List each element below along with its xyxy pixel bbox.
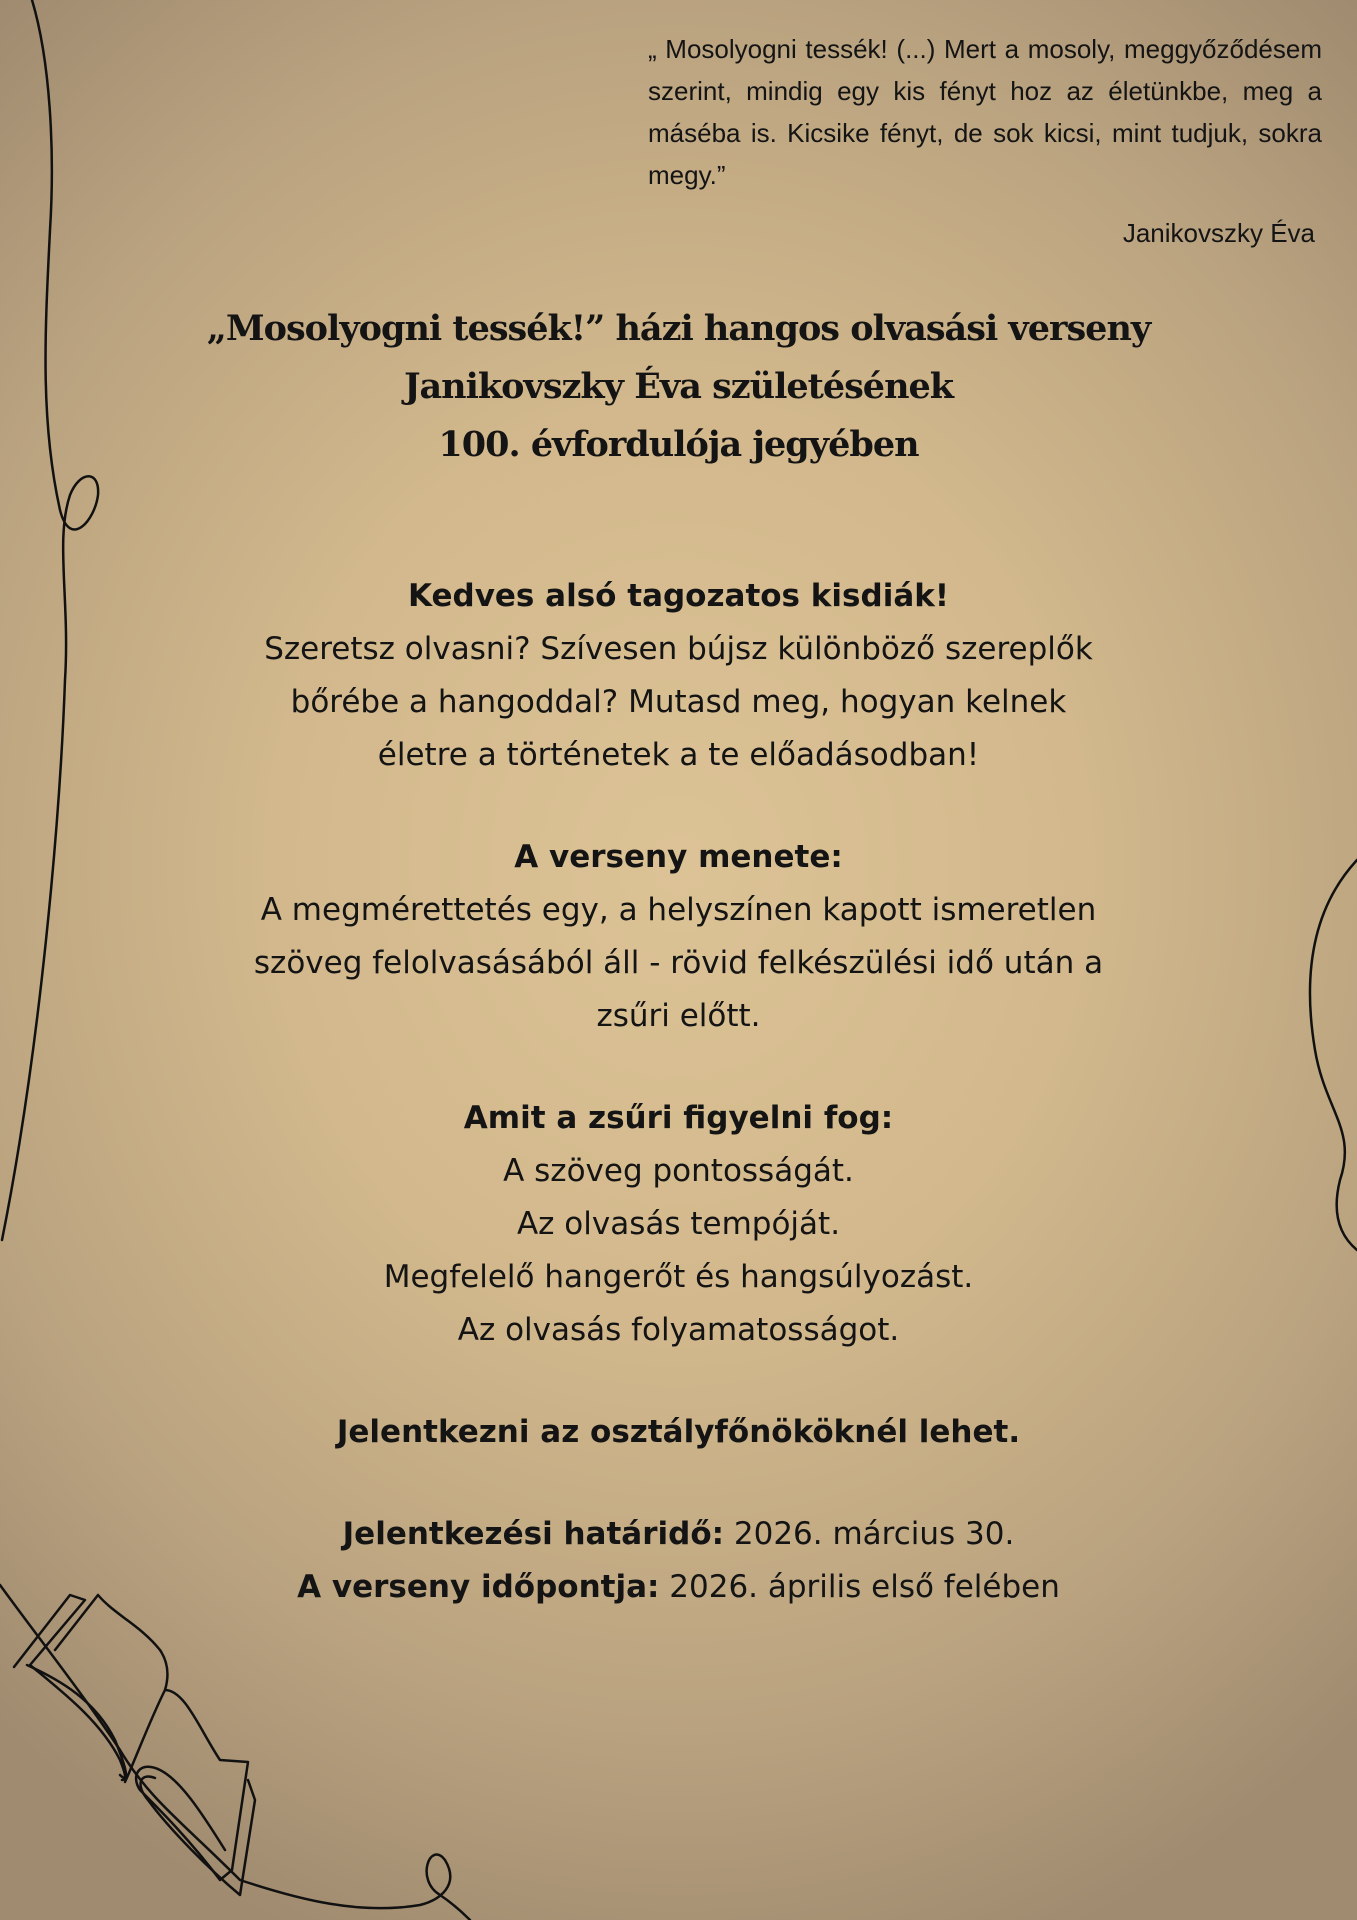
criteria-item: Az olvasás tempóját. xyxy=(516,1206,841,1242)
date-value: 2026. április első felében xyxy=(659,1569,1060,1605)
quote-text: „ Mosolyogni tessék! (...) Mert a mosoly, meggyőződésem szerint, mindig egy kis fényt hoz az életünkbe, meg a máséba is. Kicsike fényt, de sok kicsi, mint tudjuk, sokra megy.” xyxy=(648,34,1322,190)
date-label: A verseny időpontja: xyxy=(297,1569,660,1605)
intro-line: Szeretsz olvasni? Szívesen bújsz különböző szereplők xyxy=(264,631,1093,667)
criteria-heading: Amit a zsűri figyelni fog: xyxy=(463,1100,894,1136)
title-line-1: „Mosolyogni tessék!” házi hangos olvasási verseny xyxy=(206,308,1151,349)
title-line-3: 100. évfordulója jegyében xyxy=(438,424,919,465)
criteria-item: A szöveg pontosságát. xyxy=(503,1153,854,1189)
procedure-line: szöveg felolvasásából áll - rövid felkészülési idő után a xyxy=(253,945,1104,981)
intro-heading: Kedves alsó tagozatos kisdiák! xyxy=(408,578,949,614)
procedure-line: zsűri előtt. xyxy=(596,998,761,1034)
criteria-item: Az olvasás folyamatosságot. xyxy=(457,1312,900,1348)
deadline-label: Jelentkezési határidő: xyxy=(342,1516,725,1552)
open-book-icon xyxy=(0,1585,470,1920)
procedure-line: A megmérettetés egy, a helyszínen kapott ismeretlen xyxy=(260,892,1097,928)
deadline-line xyxy=(0,1508,1357,1561)
intro-line: életre a történetek a te előadásodban! xyxy=(377,737,980,773)
procedure-heading: A verseny menete: xyxy=(514,839,843,875)
flyer-body xyxy=(0,570,1357,1614)
intro-line: bőrébe a hangoddal? Mutasd meg, hogyan kelnek xyxy=(290,684,1067,720)
date-line xyxy=(0,1561,1357,1614)
page-title xyxy=(0,300,1357,474)
registration-note: Jelentkezni az osztályfőnököknél lehet. xyxy=(336,1414,1021,1450)
criteria-item: Megfelelő hangerőt és hangsúlyozást. xyxy=(383,1259,974,1295)
title-line-2: Janikovszky Éva születésének xyxy=(403,366,954,407)
quote-author: Janikovszky Éva xyxy=(1122,218,1315,248)
deadline-value: 2026. március 30. xyxy=(724,1516,1015,1552)
